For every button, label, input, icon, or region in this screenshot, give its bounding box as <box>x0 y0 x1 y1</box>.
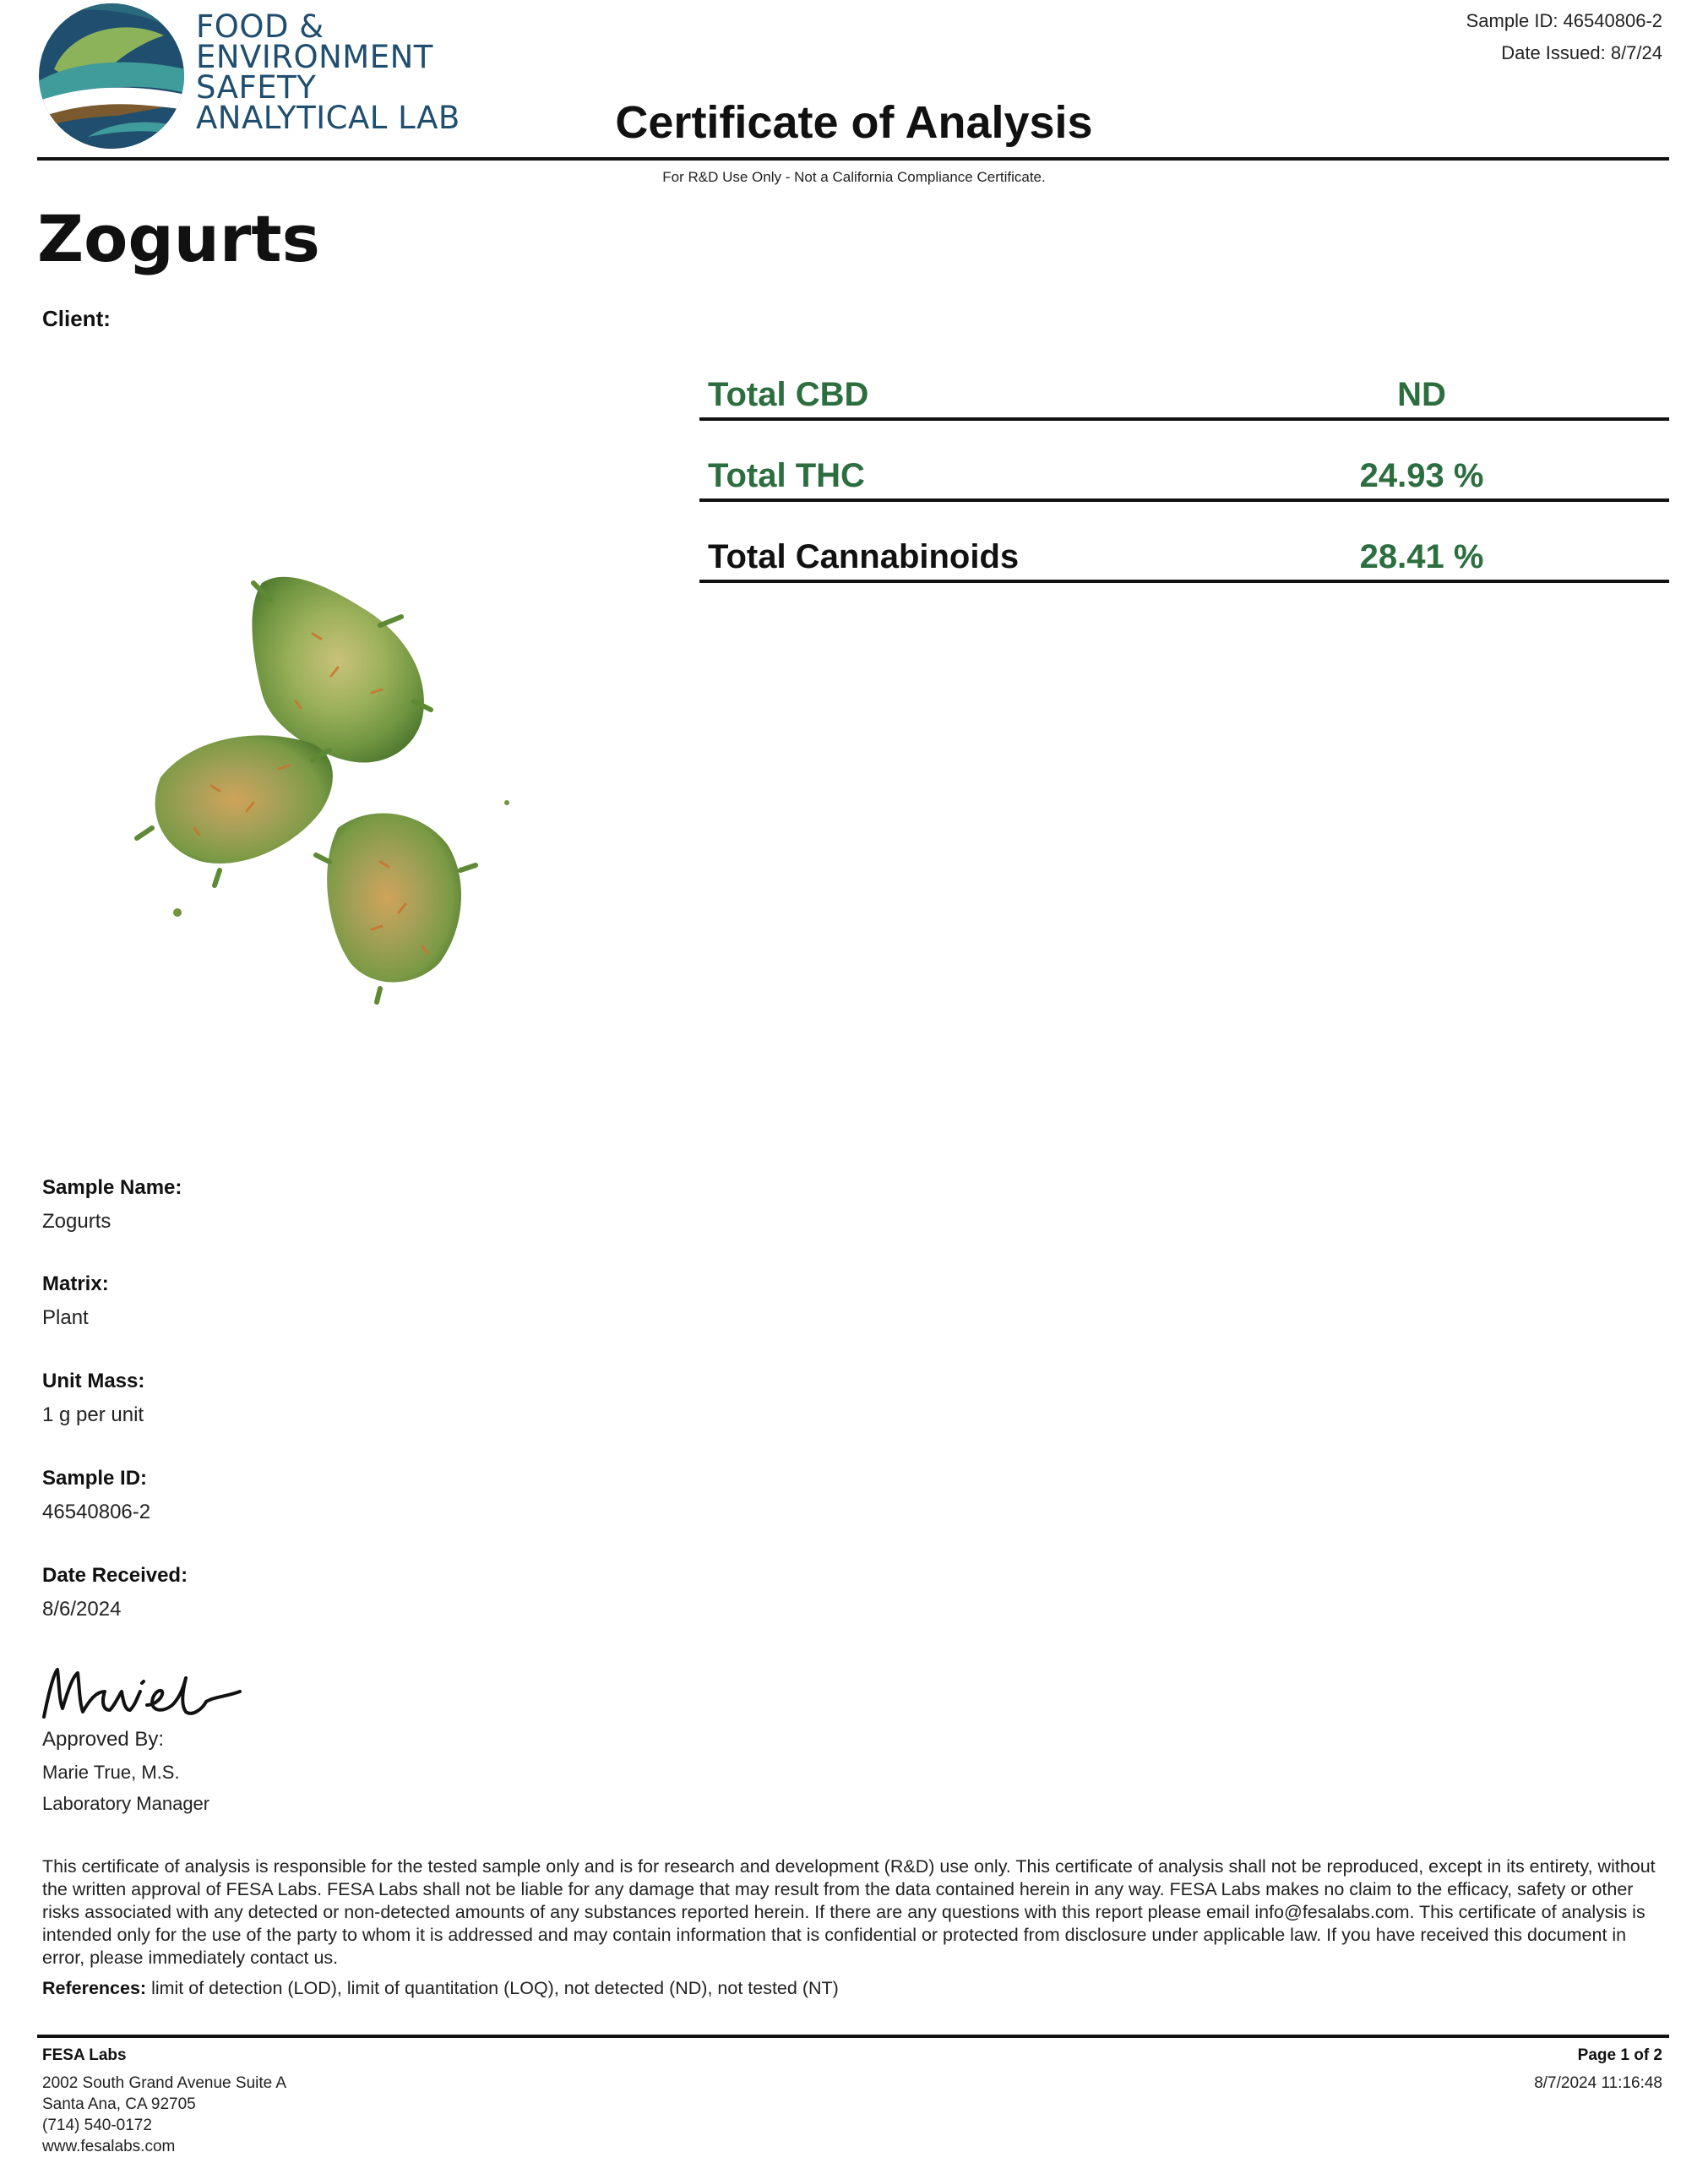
signature <box>37 1658 248 1725</box>
cannabis-bud-image <box>127 507 549 1014</box>
client-label: Client: <box>42 306 111 331</box>
references-label: References: <box>42 1978 147 1998</box>
footer-website[interactable]: www.fesalabs.com <box>42 2138 176 2155</box>
product-photo <box>127 507 549 1014</box>
approver-title: Laboratory Manager <box>42 1793 210 1814</box>
references <box>42 1978 839 1999</box>
footer-page-info <box>1534 2045 1662 2094</box>
page-title: Certificate of Analysis <box>615 97 1093 148</box>
rd-use-note: For R&D Use Only - Not a California Compliance Certificate. <box>662 169 1046 185</box>
potency-divider <box>699 499 1669 502</box>
detail-label: Sample Name: <box>42 1176 182 1199</box>
logo-line: ANALYTICAL LAB <box>196 100 460 136</box>
potency-label: Total CBD <box>708 376 869 413</box>
footer-address-block <box>42 2045 286 2157</box>
detail-value: 1 g per unit <box>42 1403 144 1426</box>
potency-row-total <box>699 504 1669 583</box>
references-text: limit of detection (LOD), limit of quantitation (LOQ), not detected (ND), not tested (NT) <box>146 1978 839 1998</box>
potency-value: 28.41 % <box>1359 538 1484 575</box>
page-number: Page 1 of 2 <box>1577 2046 1662 2064</box>
footer-divider <box>37 2035 1669 2038</box>
potency-label: Total Cannabinoids <box>708 538 1020 575</box>
logo-line: FOOD & <box>196 8 324 45</box>
header-meta <box>1466 5 1662 69</box>
potency-label: Total THC <box>708 457 865 494</box>
detail-label: Date Received: <box>42 1564 188 1587</box>
detail-value: Plant <box>42 1306 89 1329</box>
footer-address-line: Santa Ana, CA 92705 <box>42 2095 196 2113</box>
logo-line: ENVIRONMENT <box>196 39 433 75</box>
potency-divider <box>699 580 1669 583</box>
header-sample-id: Sample ID: 46540806-2 <box>1466 10 1662 31</box>
approved-by-label: Approved By: <box>42 1728 165 1751</box>
footer-company: FESA Labs <box>42 2046 127 2064</box>
header-divider <box>37 157 1669 161</box>
detail-label: Sample ID: <box>42 1467 148 1490</box>
approver-name: Marie True, M.S. <box>42 1762 180 1783</box>
footer-timestamp: 8/7/2024 11:16:48 <box>1534 2074 1662 2092</box>
potency-value: ND <box>1397 376 1446 413</box>
product-name: Zogurts <box>37 201 320 276</box>
detail-value: 8/6/2024 <box>42 1598 122 1621</box>
footer-phone: (714) 540-0172 <box>42 2117 152 2134</box>
handwritten-signature <box>37 1658 248 1725</box>
detail-value: 46540806-2 <box>42 1501 151 1523</box>
logo-line: SAFETY <box>196 69 317 106</box>
potency-row-cbd <box>699 341 1669 421</box>
potency-divider <box>699 417 1669 421</box>
detail-label: Unit Mass: <box>42 1370 145 1392</box>
detail-label: Matrix: <box>42 1272 109 1295</box>
potency-row-thc <box>699 422 1669 502</box>
footer-address-line: 2002 South Grand Avenue Suite A <box>42 2074 287 2092</box>
header-date-issued: Date Issued: 8/7/24 <box>1501 42 1662 63</box>
potency-value: 24.93 % <box>1359 457 1484 494</box>
disclaimer-text: This certificate of analysis is responsible for the tested sample only and is for research and development (R&D) use only. This certificate of analysis shall not be reproduced, except in its entirety, without the written approval of FESA Labs. FESA Labs shall not be liable for any damage that may result from the data contained herein in any way. FESA Labs makes no claim to the efficacy, safety or other risks associated with any detected or non-detected amounts of any substances reported herein. If there are any questions with this report please email info@fesalabs.com. This certificate of analysis is intended only for the use of the party to whom it is addressed and may contain information that is confidential or protected from disclosure under applicable law. If you have received this document in error, please immediately contact us. <box>42 1856 1656 1968</box>
detail-value: Zogurts <box>42 1210 112 1233</box>
